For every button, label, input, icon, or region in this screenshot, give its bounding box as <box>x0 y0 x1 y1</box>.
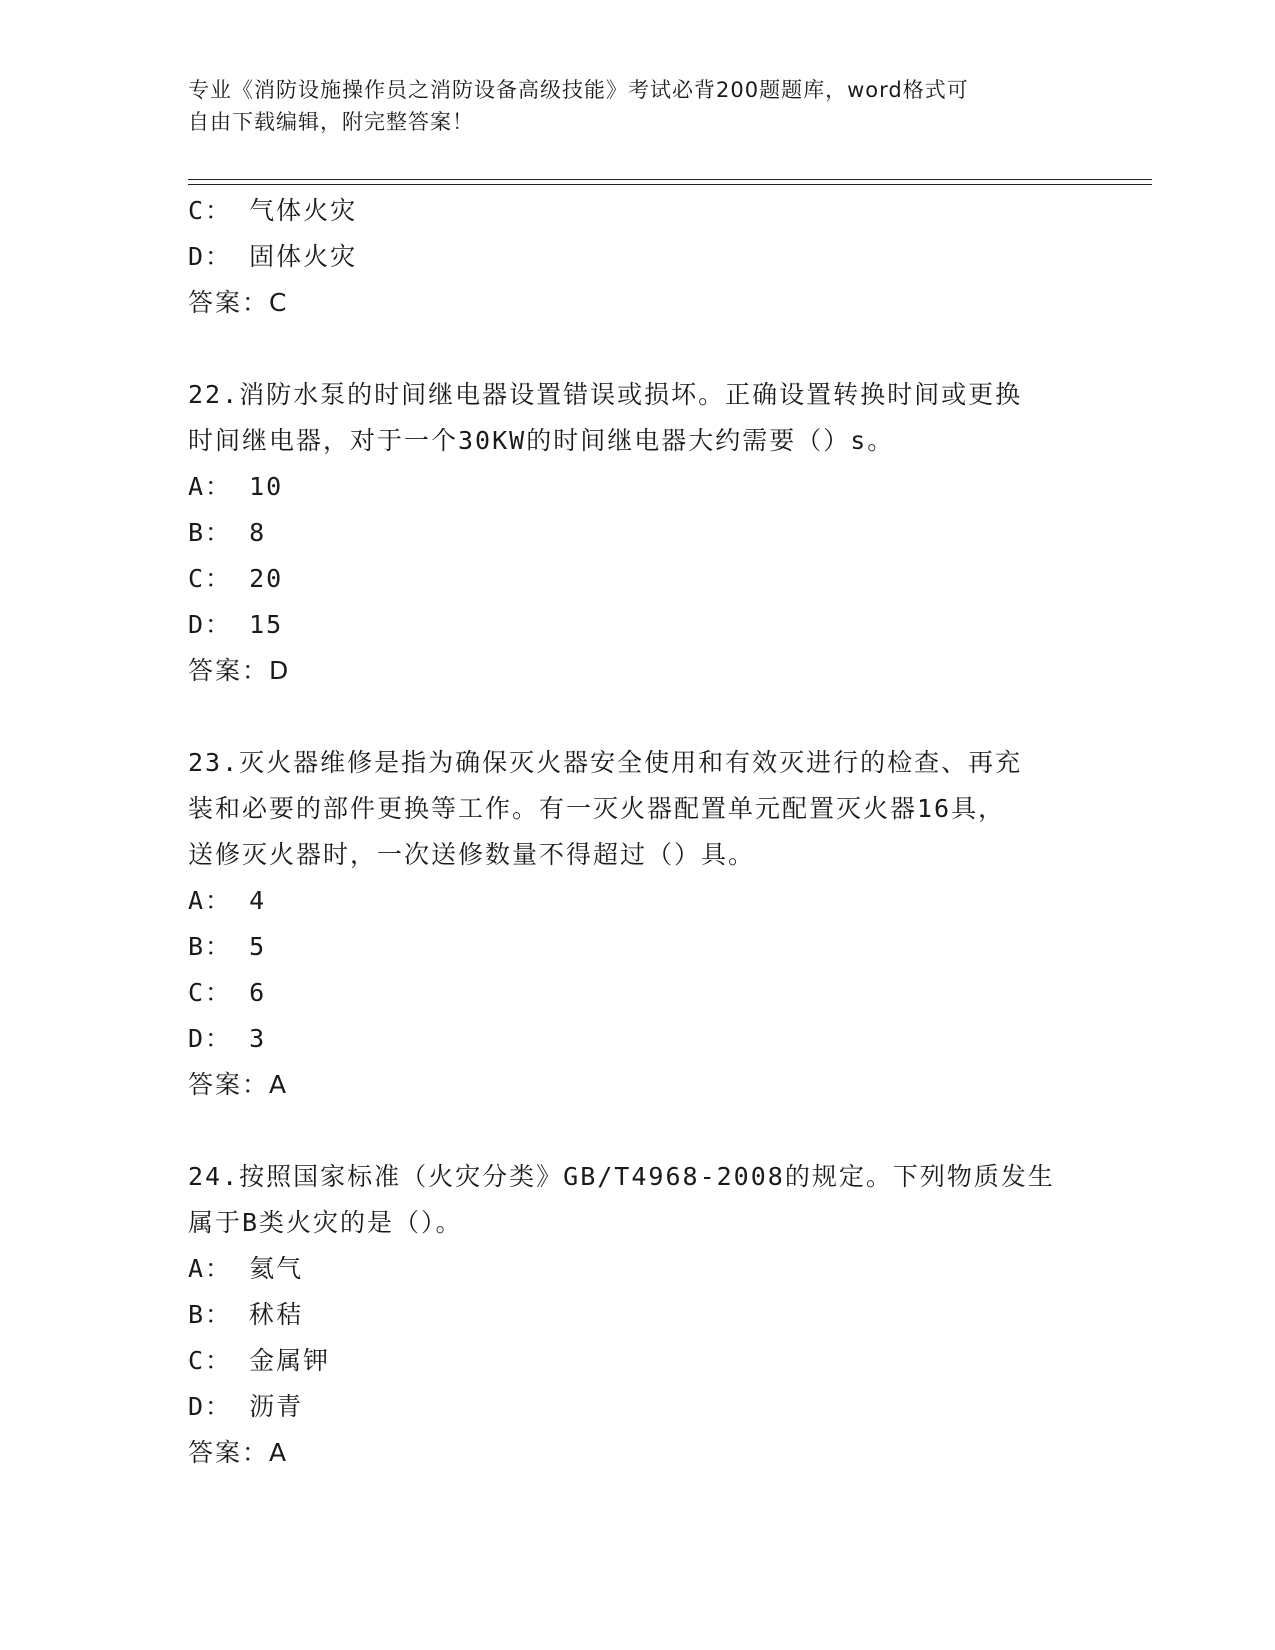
question-23 <box>188 740 1088 1108</box>
option-a: A： 4 <box>188 886 267 915</box>
question-stem-line: 属于B类火灾的是（）。 <box>188 1208 463 1237</box>
header-divider-top <box>188 179 1152 180</box>
question-stem-line: 22.消防水泵的时间继电器设置错误或损坏。正确设置转换时间或更换 <box>188 380 1023 409</box>
header-line-1: 专业《消防设施操作员之消防设备高级技能》考试必背200题题库，word格式可 <box>188 78 969 102</box>
question-22 <box>188 372 1088 694</box>
header-line-2: 自由下载编辑，附完整答案！ <box>188 110 474 134</box>
option-c: C： 金属钾 <box>188 1346 331 1375</box>
document-header <box>188 74 1068 138</box>
option-c: C： 20 <box>188 564 284 593</box>
question-stem-line: 送修灭火器时，一次送修数量不得超过（）具。 <box>188 840 756 869</box>
question-stem-line: 装和必要的部件更换等工作。有一灭火器配置单元配置灭火器16具， <box>188 794 1006 823</box>
option-d: D： 15 <box>188 610 284 639</box>
option-d: D： 沥青 <box>188 1392 304 1421</box>
option-d: D： 固体火灾 <box>188 242 358 271</box>
option-b: B： 8 <box>188 518 267 547</box>
answer: 答案：C <box>188 288 289 317</box>
option-b: B： 5 <box>188 932 267 961</box>
answer: 答案：A <box>188 1070 289 1099</box>
answer: 答案：A <box>188 1438 289 1467</box>
option-d: D： 3 <box>188 1024 267 1053</box>
option-b: B： 秫秸 <box>188 1300 304 1329</box>
question-list <box>188 188 1088 1476</box>
question-stem-line: 时间继电器，对于一个30KW的时间继电器大约需要（）s。 <box>188 426 895 455</box>
question-24 <box>188 1154 1088 1476</box>
question-21 <box>188 188 1088 326</box>
spacer <box>188 326 1088 372</box>
answer: 答案：D <box>188 656 291 685</box>
question-stem-line: 24.按照国家标准（火灾分类》GB/T4968-2008的规定。下列物质发生 <box>188 1162 1055 1191</box>
header-divider-bottom <box>188 184 1152 185</box>
option-c: C： 气体火灾 <box>188 196 358 225</box>
option-a: A： 氦气 <box>188 1254 304 1283</box>
question-stem-line: 23.灭火器维修是指为确保灭火器安全使用和有效灭进行的检查、再充 <box>188 748 1023 777</box>
option-c: C： 6 <box>188 978 267 1007</box>
option-a: A： 10 <box>188 472 284 501</box>
spacer <box>188 1108 1088 1154</box>
spacer <box>188 694 1088 740</box>
